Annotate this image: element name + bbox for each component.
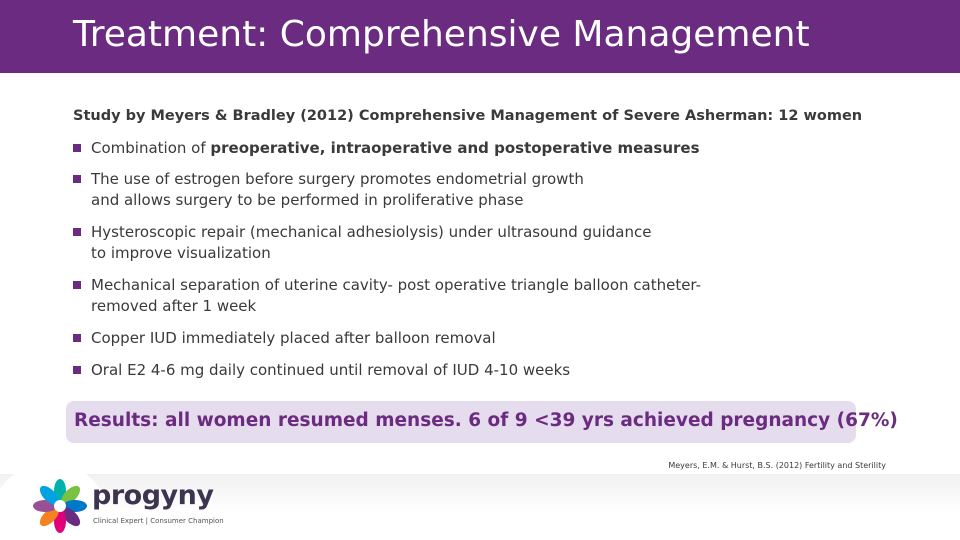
bullet-square-icon xyxy=(73,175,81,183)
bullet-3-line-2: to improve visualization xyxy=(91,244,271,262)
bullet-4-line-2: removed after 1 week xyxy=(91,297,257,315)
flower-logo-icon xyxy=(30,478,90,534)
bullet-item-3 xyxy=(73,222,793,264)
results-text: Results: all women resumed menses. 6 of 9 <39 yrs achieved pregnancy (67%) xyxy=(74,410,898,431)
title-bar xyxy=(0,0,960,73)
bullet-4-line-1: Mechanical separation of uterine cavity- post operative triangle balloon catheter- xyxy=(91,276,702,294)
bullet-5-line-1: Copper IUD immediately placed after balloon removal xyxy=(91,329,496,347)
progyny-logo xyxy=(30,478,224,533)
citation: Meyers, E.M. & Hurst, B.S. (2012) Fertility and Sterility xyxy=(668,461,886,470)
bullet-square-icon xyxy=(73,144,81,152)
bullet-item-6 xyxy=(73,360,793,381)
bullet-square-icon xyxy=(73,281,81,289)
study-subtitle: Study by Meyers & Bradley (2012) Comprehensive Management of Severe Asherman: 12 women xyxy=(73,108,863,124)
bullet-2-line-2: and allows surgery to be performed in proliferative phase xyxy=(91,191,524,209)
bullet-6-line-1: Oral E2 4-6 mg daily continued until removal of IUD 4-10 weeks xyxy=(91,361,571,379)
bullet-item-5 xyxy=(73,328,793,349)
bullet-1-prefix: Combination of xyxy=(91,139,211,157)
results-callout xyxy=(66,401,898,443)
bullet-square-icon xyxy=(73,334,81,342)
bullet-item-1 xyxy=(73,138,793,159)
bullet-square-icon xyxy=(73,228,81,236)
bullet-3-line-1: Hysteroscopic repair (mechanical adhesiolysis) under ultrasound guidance xyxy=(91,223,652,241)
logo-tagline: Clinical Expert | Consumer Champion xyxy=(93,517,224,525)
bullet-1-bold: preoperative, intraoperative and postoperative measures xyxy=(210,139,700,157)
bullet-item-4 xyxy=(73,275,793,317)
bullet-item-2 xyxy=(73,169,793,211)
bullet-square-icon xyxy=(73,366,81,374)
logo-wordmark: progyny xyxy=(92,480,214,511)
bullet-2-line-1: The use of estrogen before surgery promotes endometrial growth xyxy=(91,170,584,188)
slide-title: Treatment: Comprehensive Management xyxy=(73,14,810,55)
